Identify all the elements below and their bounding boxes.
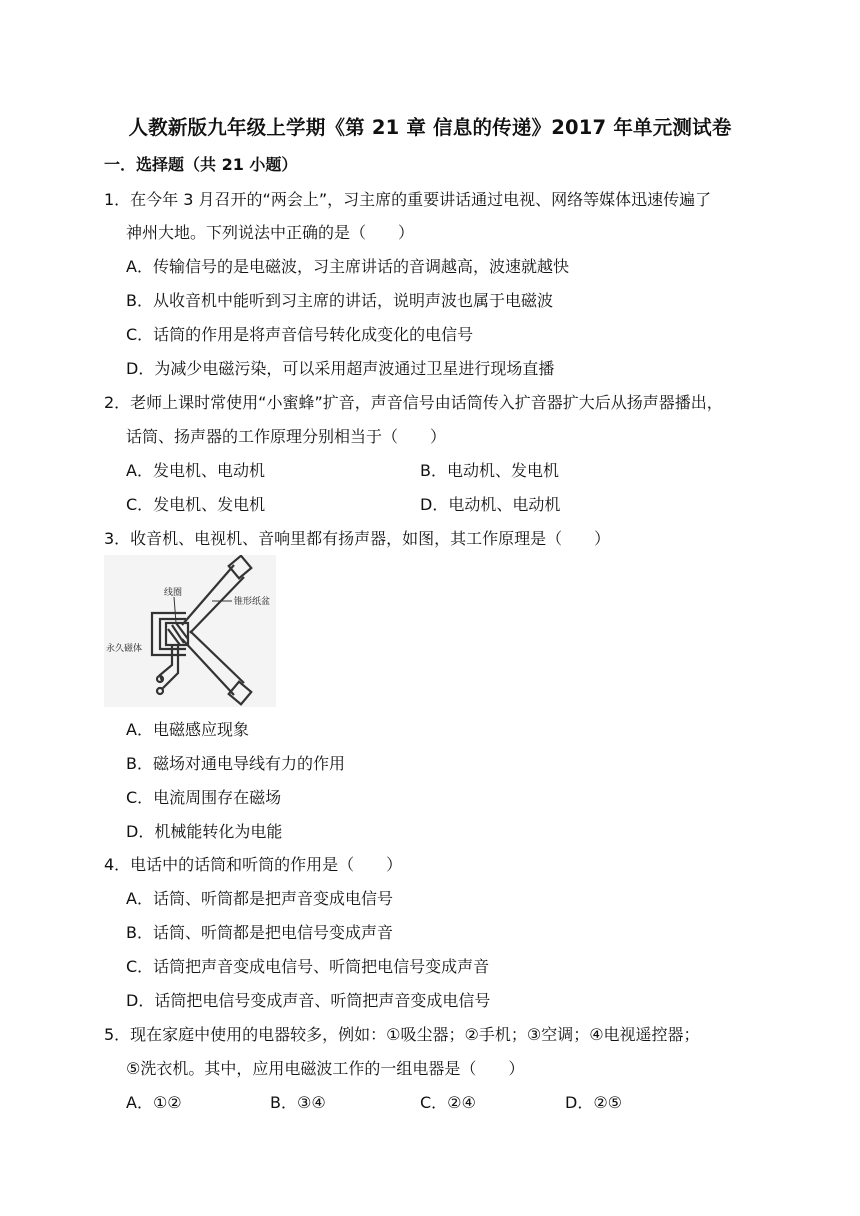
- option-d: D．②⑤: [565, 1093, 623, 1112]
- option-d: D．电动机、电动机: [420, 495, 561, 514]
- question-stem-line: 3．收音机、电视机、音响里都有扬声器，如图，其工作原理是（ ）: [104, 529, 611, 548]
- option-a: A．话筒、听筒都是把声音变成电信号: [126, 889, 393, 908]
- question-stem-line: 4．电话中的话筒和听筒的作用是（ ）: [104, 855, 403, 874]
- option-d: D．话筒把电信号变成声音、听筒把声音变成电信号: [126, 991, 491, 1010]
- question-stem-line: 2．老师上课时常使用“小蜜蜂”扩音，声音信号由话筒传入扩音器扩大后从扬声器播出，: [104, 393, 723, 412]
- page-title: 人教新版九年级上学期《第 21 章 信息的传递》2017 年单元测试卷: [128, 116, 732, 139]
- figure-label-magnet: 永久磁体: [106, 644, 143, 654]
- section-heading: 一．选择题（共 21 小题）: [104, 155, 298, 174]
- question-stem-line: 5．现在家庭中使用的电器较多，例如：①吸尘器；②手机；③空调；④电视遥控器；: [104, 1025, 700, 1044]
- figure-label-cone: 锥形纸盆: [234, 597, 271, 607]
- option-d: D．为减少电磁污染，可以采用超声波通过卫星进行现场直播: [126, 359, 555, 378]
- question-stem-line: 话筒、扬声器的工作原理分别相当于（ ）: [126, 427, 447, 446]
- figure-label-coil: 线圈: [164, 588, 183, 598]
- option-c: C．发电机、发电机: [126, 495, 266, 514]
- option-d: D．机械能转化为电能: [126, 822, 283, 841]
- option-b: B．③④: [270, 1093, 326, 1112]
- option-c: C．电流周围存在磁场: [126, 788, 282, 807]
- option-a: A．电磁感应现象: [126, 720, 249, 739]
- option-a: A．发电机、电动机: [126, 461, 265, 480]
- question-stem-line: 1．在今年 3 月召开的“两会上”，习主席的重要讲话通过电视、网络等媒体迅速传遍了: [104, 190, 712, 209]
- option-c: C．话筒的作用是将声音信号转化成变化的电信号: [126, 325, 474, 344]
- option-c: C．话筒把声音变成电信号、听筒把电信号变成声音: [126, 957, 490, 976]
- option-a: A．传输信号的是电磁波，习主席讲话的音调越高，波速就越快: [126, 257, 569, 276]
- option-b: B．电动机、发电机: [420, 461, 559, 480]
- question-stem-line: 神州大地。下列说法中正确的是（ ）: [126, 223, 415, 242]
- speaker-diagram: [104, 555, 276, 707]
- option-b: B．从收音机中能听到习主席的讲话，说明声波也属于电磁波: [126, 291, 553, 310]
- option-b: B．磁场对通电导线有力的作用: [126, 754, 345, 773]
- option-a: A．①②: [126, 1093, 182, 1112]
- option-b: B．话筒、听筒都是把电信号变成声音: [126, 923, 393, 942]
- question-stem-line: ⑤洗衣机。其中，应用电磁波工作的一组电器是（ ）: [126, 1059, 525, 1078]
- option-c: C．②④: [420, 1093, 476, 1112]
